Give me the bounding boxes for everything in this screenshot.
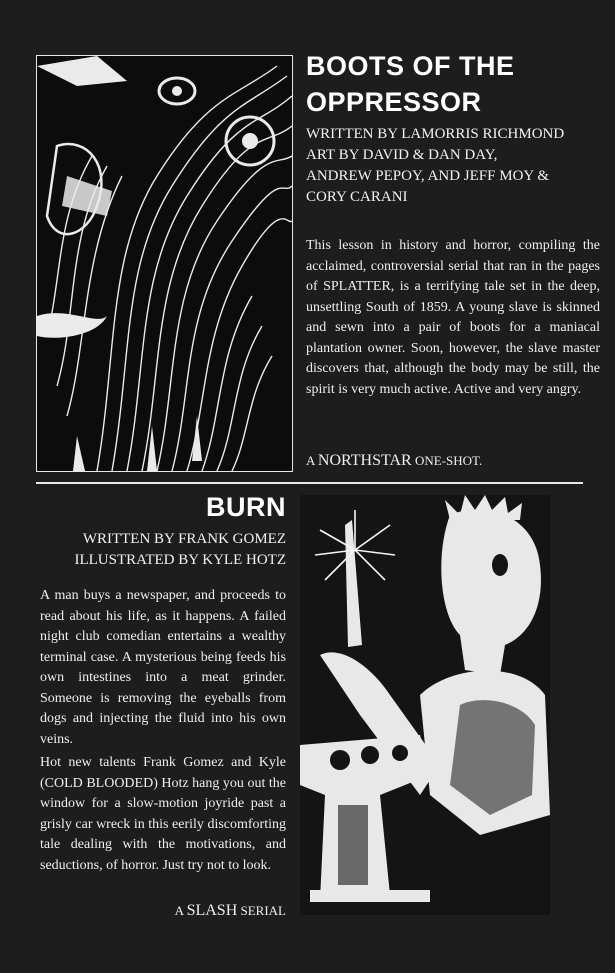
boots-cover-illustration <box>36 55 293 472</box>
boots-credits <box>306 124 606 208</box>
burn-title: BURN <box>206 492 286 522</box>
section-divider <box>36 482 583 484</box>
boots-title-line1: BOOTS OF THE <box>306 51 515 81</box>
burn-credit-line: WRITTEN BY FRANK GOMEZ <box>82 531 286 547</box>
imprint-name: SLASH <box>186 902 238 919</box>
imprint-suffix: ONE-SHOT. <box>414 453 483 468</box>
imprint-prefix: A <box>174 903 184 918</box>
imprint-name: NORTHSTAR <box>317 452 412 469</box>
imprint-suffix: SERIAL <box>240 903 286 918</box>
boots-imprint <box>306 452 482 470</box>
burn-illustration <box>300 495 550 915</box>
burn-description-paragraph: A man buys a newspaper, and proceeds to read about his life, as it happens. A failed night club comedian entertains a wealthy terminal case. A mysterious being feeds his own intestines into a meat grinder. Someone is removing the eyeballs from dogs and injecting the fluid into his own veins. <box>40 588 286 747</box>
boots-title-line2: OPPRESSOR <box>306 87 482 117</box>
burn-imprint <box>40 902 286 920</box>
burn-description-paragraph: Hot new talents Frank Gomez and Kyle (COLD BLOODED) Hotz hang you out the window for a slow-motion joyride past a grisly car wreck in this eerily discomforting tale dealing with the motivations, and seductions, of horror. Just try not to look. <box>40 755 286 873</box>
burn-credit-line: ILLUSTRATED BY KYLE HOTZ <box>74 552 286 568</box>
boots-credit-line: CORY CARANI <box>306 189 408 205</box>
burn-credits <box>40 529 286 571</box>
imprint-prefix: A <box>306 453 315 468</box>
boots-credit-line: ART BY DAVID & DAN DAY, <box>306 147 498 163</box>
boots-credit-line: ANDREW PEPOY, AND JEFF MOY & <box>306 168 550 184</box>
boots-title <box>306 48 596 120</box>
boots-credit-line: WRITTEN BY LAMORRIS RICHMOND <box>306 126 565 142</box>
boots-description: This lesson in history and horror, compiling the acclaimed, controversial serial that ran in the pages of SPLATTER, is a terrifying tale set in the deep, unsettling South of 1859. A young slave is skinned and sewn into a pair of boots for a maniacal plantation owner. Soon, however, the slave master discovers that, although the body may be still, the spirit is very much active. Active and very angry. <box>306 238 600 397</box>
